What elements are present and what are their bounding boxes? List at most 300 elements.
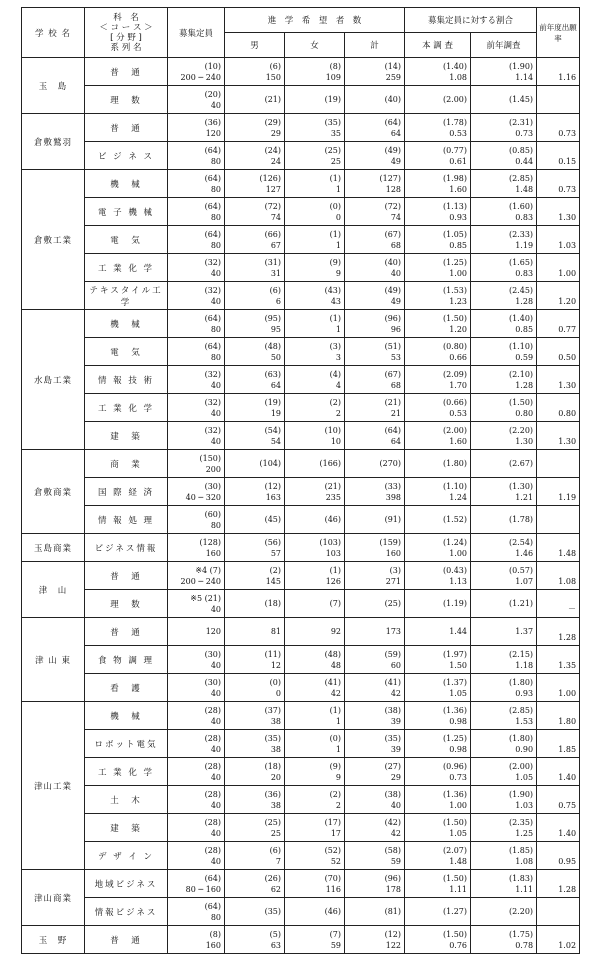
capacity-cell-final: 200 <box>205 464 221 474</box>
male-cell-prelim: (35) <box>264 907 281 916</box>
total-cell-prelim: (27) <box>384 761 402 771</box>
course-name: 建 築 <box>85 814 168 842</box>
prev-ratio-cell-final: 1.37 <box>515 627 534 636</box>
female-cell-final: 9 <box>335 772 341 782</box>
prev-ratio-cell <box>471 590 537 618</box>
capacity-cell-final: 80 <box>210 184 221 194</box>
table-row <box>22 198 580 226</box>
female-cell-prelim: (70) <box>324 873 341 883</box>
prev-ratio-cell <box>471 478 537 506</box>
female-cell <box>285 786 345 814</box>
prev-ratio-cell-final: 1.03 <box>515 800 534 810</box>
header-survey-prev: 前年調査 <box>471 33 537 58</box>
prev-ratio-cell-prelim: (1.90) <box>508 61 534 71</box>
capacity-cell-prelim: (64) <box>204 873 221 883</box>
total-cell <box>345 198 405 226</box>
male-cell-prelim: (19) <box>264 397 281 407</box>
total-cell-final: 49 <box>390 296 402 306</box>
table-row <box>22 338 580 366</box>
male-cell <box>225 226 285 254</box>
total-cell <box>345 58 405 86</box>
capacity-cell <box>168 170 225 198</box>
total-cell <box>345 226 405 254</box>
female-cell-prelim: (7) <box>329 929 341 939</box>
capacity-cell <box>168 86 225 114</box>
prev-ratio-cell <box>471 786 537 814</box>
prev-ratio-cell <box>471 870 537 898</box>
current-ratio-cell <box>405 870 471 898</box>
prev-rate-cell <box>537 450 580 478</box>
prev-rate-cell: 1.40 <box>537 814 580 842</box>
male-cell-final: 12 <box>270 660 281 670</box>
total-cell-prelim: (38) <box>384 705 402 715</box>
total-cell-final: 42 <box>390 688 402 698</box>
table-row <box>22 786 580 814</box>
capacity-cell-final: 40 <box>210 268 221 278</box>
male-cell-prelim: (0) <box>269 677 281 687</box>
male-cell-prelim: (35) <box>264 733 281 743</box>
total-cell-prelim: (51) <box>384 341 402 351</box>
male-cell <box>225 58 285 86</box>
prev-rate-cell: － <box>537 590 580 618</box>
prev-rate-cell: 1.08 <box>537 562 580 590</box>
total-cell <box>345 534 405 562</box>
total-cell-final: 259 <box>385 72 402 82</box>
total-cell-prelim: (35) <box>384 733 402 743</box>
male-cell-final: 19 <box>270 408 281 418</box>
prev-rate-cell: 1.30 <box>537 422 580 450</box>
current-ratio-cell <box>405 58 471 86</box>
female-cell <box>285 254 345 282</box>
school-name: 津 山 東 <box>22 618 85 702</box>
capacity-cell <box>168 618 225 646</box>
prev-ratio-cell <box>471 254 537 282</box>
table-row <box>22 478 580 506</box>
current-ratio-cell-final: 1.00 <box>449 548 468 558</box>
table-row <box>22 394 580 422</box>
current-ratio-cell-final: 1.05 <box>449 688 468 698</box>
capacity-cell-final: 40 <box>210 688 221 698</box>
current-ratio-cell <box>405 506 471 534</box>
total-cell-final: 398 <box>385 492 402 502</box>
course-name: 地域ビジネス <box>85 870 168 898</box>
male-cell <box>225 758 285 786</box>
course-name: 看 護 <box>85 674 168 702</box>
total-cell-prelim: (12) <box>384 929 402 939</box>
female-cell-prelim: (166) <box>319 459 341 468</box>
capacity-cell-prelim: (64) <box>204 313 221 323</box>
current-ratio-cell-final: 1.11 <box>449 884 468 894</box>
current-ratio-cell-final: 0.93 <box>449 212 468 222</box>
current-ratio-cell-prelim: (1.50) <box>442 817 468 827</box>
total-cell <box>345 394 405 422</box>
total-cell-final: 74 <box>390 212 402 222</box>
capacity-cell-prelim: (28) <box>204 733 221 743</box>
prev-ratio-cell-prelim: (1.45) <box>508 95 534 104</box>
prev-ratio-cell-prelim: (2.67) <box>508 459 534 468</box>
current-ratio-cell-final: 0.61 <box>449 156 468 166</box>
current-ratio-cell-prelim: (1.19) <box>442 599 468 608</box>
female-cell-final: 35 <box>330 128 341 138</box>
capacity-cell-final: 40 <box>210 828 221 838</box>
female-cell <box>285 926 345 954</box>
prev-ratio-cell-final: 0.73 <box>515 128 534 138</box>
capacity-cell <box>168 450 225 478</box>
total-cell-final: 128 <box>385 184 402 194</box>
male-cell-prelim: (12) <box>264 481 281 491</box>
capacity-cell <box>168 478 225 506</box>
male-cell-final: 31 <box>270 268 281 278</box>
course-name: 工 業 化 学 <box>85 394 168 422</box>
male-cell <box>225 702 285 730</box>
capacity-cell-prelim: (64) <box>204 901 221 911</box>
total-cell <box>345 926 405 954</box>
female-cell-prelim: (17) <box>324 817 341 827</box>
capacity-cell <box>168 198 225 226</box>
total-cell-prelim: (159) <box>379 537 402 547</box>
prev-ratio-cell-prelim: (1.85) <box>508 845 534 855</box>
current-ratio-cell-final: 1.70 <box>449 380 468 390</box>
total-cell-final: 68 <box>390 240 402 250</box>
total-cell-final: 42 <box>390 828 402 838</box>
female-cell-final: 1 <box>335 324 341 334</box>
prev-ratio-cell-final: 0.83 <box>515 212 534 222</box>
female-cell-prelim: (2) <box>329 397 341 407</box>
current-ratio-cell <box>405 562 471 590</box>
current-ratio-cell-prelim: (2.00) <box>442 425 468 435</box>
current-ratio-cell-final: 1.05 <box>449 828 468 838</box>
total-cell-final: 96 <box>390 324 402 334</box>
female-cell <box>285 506 345 534</box>
male-cell-prelim: (18) <box>264 599 281 608</box>
table-row <box>22 562 580 590</box>
male-cell-prelim: (11) <box>264 649 281 659</box>
female-cell-prelim: (1) <box>329 705 341 715</box>
total-cell-prelim: (3) <box>389 565 402 575</box>
female-cell-final: 10 <box>330 436 341 446</box>
total-cell <box>345 506 405 534</box>
prev-rate-cell: 1.02 <box>537 926 580 954</box>
current-ratio-cell <box>405 758 471 786</box>
capacity-cell <box>168 674 225 702</box>
capacity-cell-prelim: (64) <box>204 229 221 239</box>
prev-rate-cell: 1.48 <box>537 534 580 562</box>
total-cell-prelim: (64) <box>384 425 402 435</box>
course-name: テキスタイル工学 <box>85 282 168 310</box>
capacity-cell-prelim: (60) <box>204 509 221 519</box>
capacity-cell-final: 40 <box>210 800 221 810</box>
capacity-cell-final: 200 ─ 240 <box>180 72 221 82</box>
female-cell-prelim: (1) <box>329 565 341 575</box>
total-cell-prelim: (96) <box>384 313 402 323</box>
prev-ratio-cell <box>471 674 537 702</box>
current-ratio-cell-prelim: (0.96) <box>442 761 468 771</box>
female-cell-prelim: (48) <box>324 649 341 659</box>
prev-ratio-cell-prelim: (2.20) <box>508 425 534 435</box>
header-course-sub2: [ 分 野 ] <box>110 32 142 43</box>
prev-rate-cell: 1.40 <box>537 758 580 786</box>
table-row <box>22 254 580 282</box>
total-cell-prelim: (49) <box>384 285 402 295</box>
capacity-cell-final: 160 <box>205 940 221 950</box>
table-row <box>22 646 580 674</box>
total-cell-final: 68 <box>390 380 402 390</box>
current-ratio-cell <box>405 114 471 142</box>
total-cell-final: 39 <box>390 744 402 754</box>
female-cell-final: 2 <box>335 800 341 810</box>
male-cell <box>225 646 285 674</box>
male-cell-prelim: (63) <box>264 369 281 379</box>
current-ratio-cell <box>405 842 471 870</box>
prev-ratio-cell-final: 1.53 <box>515 716 534 726</box>
table-row <box>22 842 580 870</box>
total-cell-final: 21 <box>390 408 402 418</box>
capacity-cell <box>168 702 225 730</box>
capacity-cell-final: 80 <box>210 912 221 922</box>
capacity-cell-final: 40 <box>210 856 221 866</box>
total-cell-prelim: (49) <box>384 145 402 155</box>
female-cell-prelim: (9) <box>329 761 341 771</box>
male-cell-prelim: (6) <box>269 61 281 71</box>
female-cell-final: 1 <box>335 744 341 754</box>
capacity-cell-final: 80 ─ 160 <box>185 884 221 894</box>
prev-ratio-cell-final: 0.85 <box>515 324 534 334</box>
total-cell-final: 59 <box>390 856 402 866</box>
course-name: 情報ビジネス <box>85 898 168 926</box>
current-ratio-cell-final: 1.50 <box>449 660 468 670</box>
total-cell-prelim: (270) <box>379 459 402 468</box>
female-cell-final: 103 <box>325 548 341 558</box>
current-ratio-cell-final: 1.44 <box>449 627 468 636</box>
current-ratio-cell-prelim: (1.98) <box>442 173 468 183</box>
capacity-cell <box>168 758 225 786</box>
female-cell-prelim: (21) <box>324 481 341 491</box>
capacity-cell <box>168 366 225 394</box>
female-cell-prelim: (35) <box>324 117 341 127</box>
female-cell-prelim: (4) <box>329 369 341 379</box>
total-cell-prelim: (72) <box>384 201 402 211</box>
female-cell <box>285 86 345 114</box>
school-name: 水島工業 <box>22 310 85 450</box>
school-name: 津山商業 <box>22 870 85 926</box>
current-ratio-cell <box>405 282 471 310</box>
header-survey-current: 本 調 査 <box>405 33 471 58</box>
total-cell <box>345 450 405 478</box>
male-cell-prelim: (104) <box>259 459 281 468</box>
course-name: 普 通 <box>85 618 168 646</box>
prev-ratio-cell-final: 1.48 <box>515 184 534 194</box>
table-row <box>22 814 580 842</box>
prev-ratio-cell <box>471 394 537 422</box>
capacity-cell-prelim: (30) <box>204 481 221 491</box>
current-ratio-cell <box>405 590 471 618</box>
total-cell <box>345 646 405 674</box>
prev-ratio-cell <box>471 114 537 142</box>
prev-ratio-cell-prelim: (2.85) <box>508 173 534 183</box>
table-row <box>22 422 580 450</box>
prev-ratio-cell-prelim: (2.54) <box>508 537 534 547</box>
school-name: 玉島商業 <box>22 534 85 562</box>
male-cell <box>225 478 285 506</box>
capacity-cell-prelim: (64) <box>204 341 221 351</box>
prev-ratio-cell-prelim: (1.75) <box>508 929 534 939</box>
male-cell-prelim: (18) <box>264 761 281 771</box>
current-ratio-cell <box>405 534 471 562</box>
current-ratio-cell-final: 0.53 <box>449 408 468 418</box>
current-ratio-cell-prelim: (1.05) <box>442 229 468 239</box>
total-cell <box>345 338 405 366</box>
prev-ratio-cell <box>471 422 537 450</box>
capacity-cell-final: 40 <box>210 772 221 782</box>
current-ratio-cell-prelim: (1.36) <box>442 705 468 715</box>
course-name: 普 通 <box>85 562 168 590</box>
female-cell-final: 42 <box>330 688 341 698</box>
prev-ratio-cell-prelim: (1.60) <box>508 201 534 211</box>
current-ratio-cell-prelim: (1.40) <box>442 61 468 71</box>
total-cell-final: 49 <box>390 156 402 166</box>
prev-ratio-cell-prelim: (1.50) <box>508 397 534 407</box>
male-cell-final: 6 <box>275 296 281 306</box>
prev-ratio-cell-prelim: (2.85) <box>508 705 534 715</box>
female-cell-final: 43 <box>330 296 341 306</box>
capacity-cell-final: 40 <box>210 436 221 446</box>
male-cell <box>225 338 285 366</box>
total-cell-final: 122 <box>385 940 402 950</box>
female-cell-prelim: (7) <box>329 599 341 608</box>
female-cell <box>285 170 345 198</box>
table-row <box>22 366 580 394</box>
course-name: 電 気 <box>85 226 168 254</box>
total-cell-prelim: (33) <box>384 481 402 491</box>
prev-ratio-cell <box>471 814 537 842</box>
male-cell <box>225 898 285 926</box>
current-ratio-cell <box>405 422 471 450</box>
current-ratio-cell-prelim: (1.10) <box>442 481 468 491</box>
capacity-cell-final: 40 <box>210 100 221 110</box>
female-cell-final: 109 <box>325 72 341 82</box>
capacity-cell <box>168 534 225 562</box>
current-ratio-cell-final: 0.76 <box>449 940 468 950</box>
current-ratio-cell-final: 1.13 <box>449 576 468 586</box>
capacity-cell-prelim: (64) <box>204 145 221 155</box>
prev-rate-cell: 0.73 <box>537 114 580 142</box>
header-course-sub1: ＜ コ ー ス ＞ <box>99 22 153 33</box>
school-name: 倉敷鷲羽 <box>22 114 85 170</box>
capacity-cell <box>168 562 225 590</box>
prev-ratio-cell-final: 1.05 <box>515 772 534 782</box>
course-name: 建 築 <box>85 422 168 450</box>
prev-ratio-cell-final: 1.18 <box>515 660 534 670</box>
current-ratio-cell <box>405 702 471 730</box>
current-ratio-cell-prelim: (1.80) <box>442 459 468 468</box>
current-ratio-cell-prelim: (1.36) <box>442 789 468 799</box>
capacity-cell <box>168 254 225 282</box>
course-name: 電 気 <box>85 338 168 366</box>
current-ratio-cell-prelim: (2.00) <box>442 95 468 104</box>
current-ratio-cell <box>405 170 471 198</box>
female-cell <box>285 702 345 730</box>
header-applicants: 進 学 希 望 者 数 <box>225 8 405 33</box>
prev-ratio-cell <box>471 842 537 870</box>
prev-ratio-cell-final: 1.46 <box>515 548 534 558</box>
prev-ratio-cell-prelim: (2.33) <box>508 229 534 239</box>
female-cell-prelim: (25) <box>324 145 341 155</box>
total-cell-prelim: (58) <box>384 845 402 855</box>
capacity-cell-final: 80 <box>210 240 221 250</box>
capacity-cell <box>168 58 225 86</box>
female-cell <box>285 618 345 646</box>
prev-ratio-cell <box>471 310 537 338</box>
female-cell <box>285 842 345 870</box>
male-cell-final: 74 <box>270 212 281 222</box>
prev-ratio-cell-prelim: (0.85) <box>508 145 534 155</box>
header-male: 男 <box>225 33 285 58</box>
capacity-cell-prelim: (128) <box>199 537 221 547</box>
male-cell-final: 67 <box>270 240 281 250</box>
table-row <box>22 170 580 198</box>
table-row <box>22 618 580 646</box>
female-cell-final: 92 <box>330 627 341 636</box>
prev-ratio-cell <box>471 758 537 786</box>
capacity-cell <box>168 786 225 814</box>
current-ratio-cell-prelim: (2.07) <box>442 845 468 855</box>
school-name: 玉 島 <box>22 58 85 114</box>
female-cell <box>285 394 345 422</box>
capacity-cell-prelim: (32) <box>204 425 221 435</box>
male-cell-prelim: (26) <box>264 873 281 883</box>
course-name: 機 械 <box>85 702 168 730</box>
current-ratio-cell-prelim: (1.78) <box>442 117 468 127</box>
course-name: 国 際 経 済 <box>85 478 168 506</box>
course-name: 理 数 <box>85 86 168 114</box>
male-cell-prelim: (54) <box>264 425 281 435</box>
female-cell-prelim: (3) <box>329 341 341 351</box>
current-ratio-cell-prelim: (0.43) <box>442 565 468 575</box>
prev-ratio-cell-final: 0.59 <box>515 352 534 362</box>
current-ratio-cell-final: 1.48 <box>449 856 468 866</box>
current-ratio-cell-prelim: (1.50) <box>442 929 468 939</box>
prev-ratio-cell <box>471 58 537 86</box>
capacity-cell <box>168 730 225 758</box>
current-ratio-cell <box>405 674 471 702</box>
female-cell-final: 0 <box>335 212 341 222</box>
total-cell <box>345 170 405 198</box>
total-cell-final: 39 <box>390 716 402 726</box>
capacity-cell-prelim: (30) <box>204 677 221 687</box>
male-cell <box>225 842 285 870</box>
female-cell <box>285 142 345 170</box>
capacity-cell-final: 120 <box>205 128 221 138</box>
prev-ratio-cell-prelim: (1.65) <box>508 257 534 267</box>
total-cell-prelim: (91) <box>384 515 402 524</box>
female-cell <box>285 674 345 702</box>
prev-ratio-cell-prelim: (1.21) <box>508 599 534 608</box>
male-cell-final: 38 <box>270 716 281 726</box>
female-cell-prelim: (103) <box>319 537 341 547</box>
male-cell <box>225 590 285 618</box>
capacity-cell-prelim: (32) <box>204 257 221 267</box>
male-cell <box>225 814 285 842</box>
capacity-cell-final: 40 ─ 320 <box>185 492 221 502</box>
table-row <box>22 702 580 730</box>
total-cell <box>345 562 405 590</box>
prev-rate-cell: 1.19 <box>537 478 580 506</box>
total-cell-prelim: (96) <box>384 873 402 883</box>
current-ratio-cell <box>405 142 471 170</box>
school-name: 津 山 <box>22 562 85 618</box>
course-name: 電 子 機 械 <box>85 198 168 226</box>
capacity-cell-prelim: (32) <box>204 369 221 379</box>
